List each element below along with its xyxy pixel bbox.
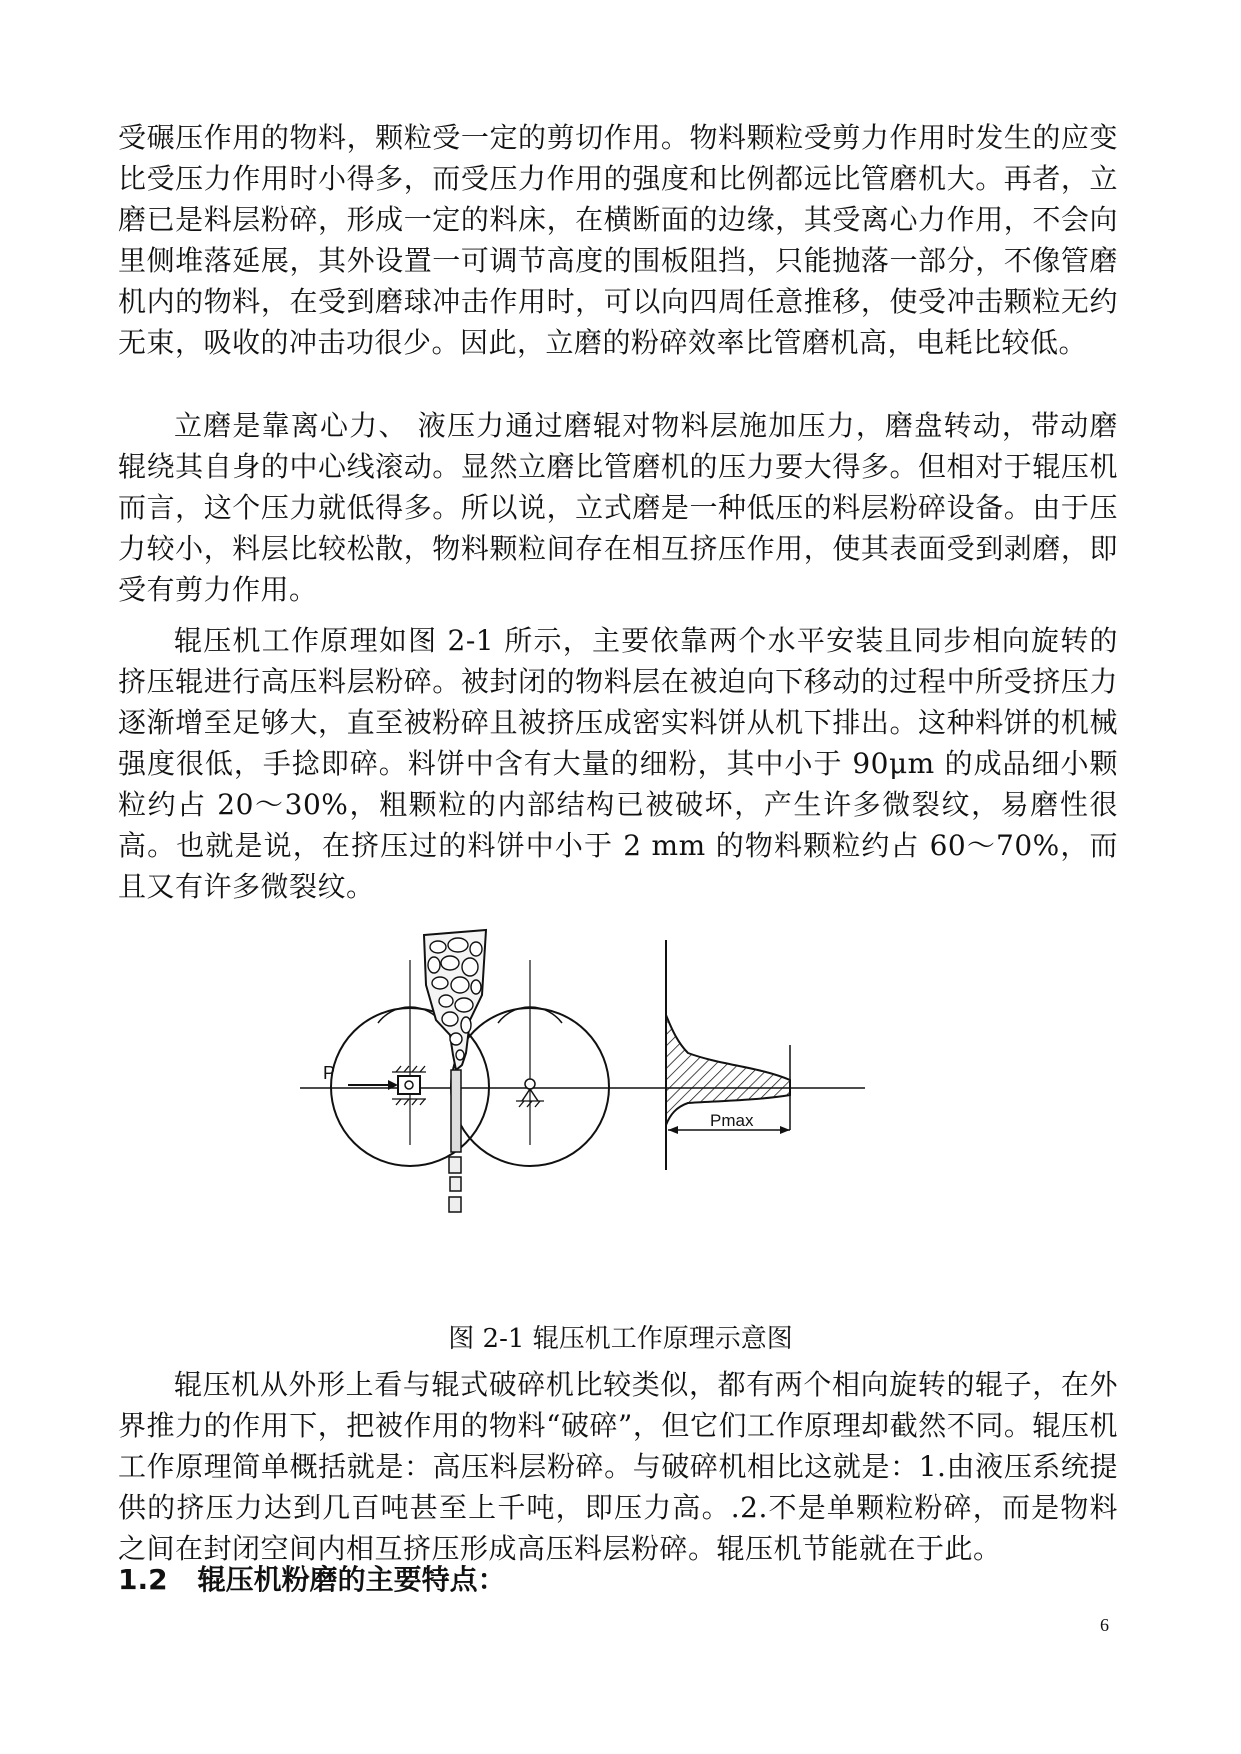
pmax-label: Pmax xyxy=(710,1111,754,1130)
section-number: 1.2 xyxy=(118,1563,168,1596)
paragraph-vertical-mill: 立磨是靠离心力、 液压力通过磨辊对物料层施加压力，磨盘转动，带动磨辊绕其自身的中心线滚动。显然立磨比管磨机的压力要大得多。但相对于辊压机而言，这个压力就低得多。所以说，立式磨是一种低压的料层粉碎设备。由于压力较小，料层比较松散，物料颗粒间存在相互挤压作用，使其表面受到剥磨，即受有剪力作用。 xyxy=(118,409,1118,606)
flake-piece-1 xyxy=(449,1157,461,1173)
left-bearing xyxy=(398,1076,420,1094)
section-title: 辊压机粉磨的主要特点： xyxy=(197,1563,506,1596)
roller-press-diagram xyxy=(300,925,940,1225)
figure-caption: 图 2-1 辊压机工作原理示意图 xyxy=(448,1324,793,1354)
flake-piece-3 xyxy=(449,1197,461,1212)
pressure-curve xyxy=(666,1015,790,1125)
flake-piece-2 xyxy=(450,1177,461,1191)
paragraph-comparison: 辊压机从外形上看与辊式破碎机比较类似，都有两个相向旋转的辊子，在外界推力的作用下，把被作用的物料“破碎”，但它们工作原理却截然不同。辊压机工作原理简单概括就是：高压料层粉碎。与破碎机相比这就是：1.由液压系统提供的挤压力达到几百吨甚至上千吨，即压力高。.2.不是单颗粒粉碎，而是物料之间在封闭空间内相互挤压形成高压料层粉碎。辊压机节能就在于此。 xyxy=(118,1368,1118,1565)
paragraph-roller-press-principle: 辊压机工作原理如图 2-1 所示，主要依靠两个水平安装且同步相向旋转的挤压辊进行高压料层粉碎。被封闭的物料层在被迫向下移动的过程中所受挤压力逐渐增至足够大，直至被粉碎且被挤压成密实料饼从机下排出。这种料饼的机械强度很低，手捻即碎。料饼中含有大量的细粉，其中小于 90μm 的成品细小颗粒约占 20～30%，粗颗粒的内部结构已被破坏，产生许多微裂纹，易磨性很高。也就是说，在挤压过的料饼中小于 2 mm 的物料颗粒约占 60～70%，而且又有许多微裂纹。 xyxy=(118,624,1118,903)
force-label-p: P xyxy=(323,1063,336,1083)
paragraph-continued: 受碾压作用的物料，颗粒受一定的剪切作用。物料颗粒受剪力作用时发生的应变比受压力作用时小得多，而受压力作用的强度和比例都远比管磨机大。再者，立磨已是料层粉碎，形成一定的料床，在横断面的边缘，其受离心力作用，不会向里侧堆落延展，其外设置一可调节高度的围板阻挡，只能抛落一部分，不像管磨机内的物料，在受到磨球冲击作用时，可以向四周任意推移，使受冲击颗粒无约无束，吸收的冲击功很少。因此，立磨的粉碎效率比管磨机高，电耗比较低。 xyxy=(118,121,1118,359)
page-number: 6 xyxy=(1100,1615,1109,1635)
compressed-flake xyxy=(451,1070,461,1152)
right-pivot xyxy=(525,1079,535,1089)
section-heading xyxy=(118,1558,506,1598)
